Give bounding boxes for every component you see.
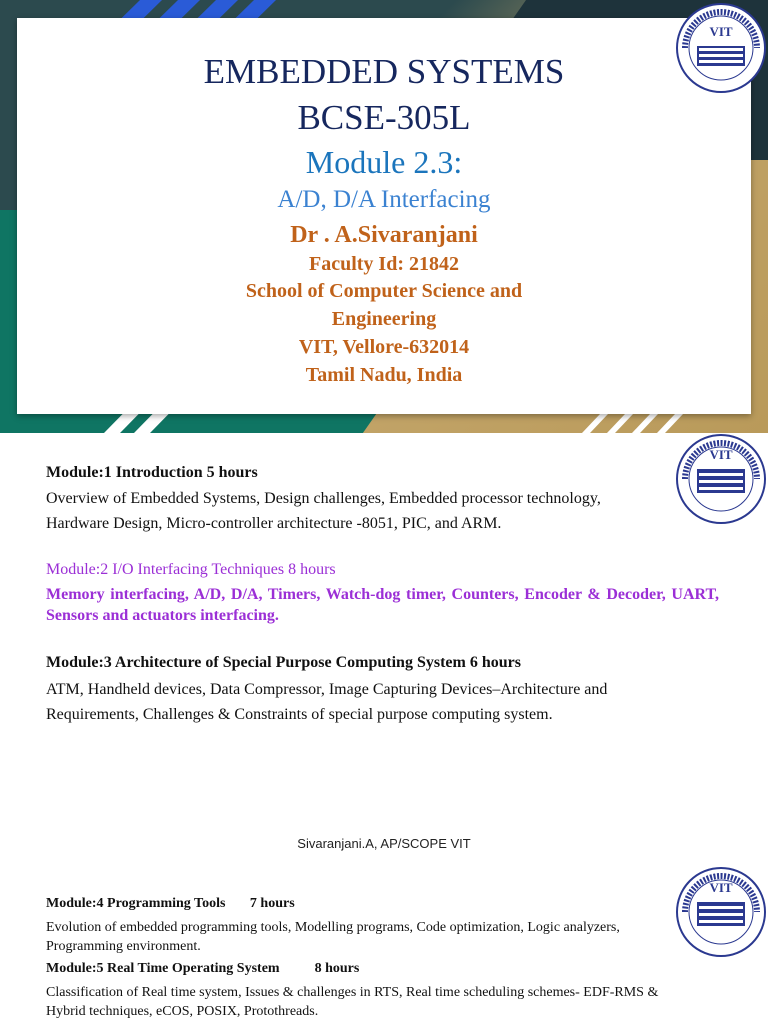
location: VIT, Vellore-632014 <box>298 336 470 358</box>
slide-footer: Sivaranjani.A, AP/SCOPE VIT <box>297 836 471 851</box>
module2-heading: Module:2 I/O Interfacing Techniques 8 hours <box>46 561 336 578</box>
course-title: EMBEDDED SYSTEMS <box>203 52 565 91</box>
vit-logo <box>675 866 767 958</box>
module4-body: Evolution of embedded programming tools, Modelling programs, Code optimization, Logic analyzers, Programming environment. <box>46 920 620 954</box>
course-code: BCSE-305L <box>297 98 471 137</box>
module5-heading: Module:5 Real Time Operating System 8 hours <box>46 961 360 976</box>
module3-line1: ATM, Handheld devices, Data Compressor, Image Capturing Devices–Architecture and <box>46 681 608 698</box>
state-country: Tamil Nadu, India <box>305 364 463 386</box>
school-line-2: Engineering <box>331 308 437 330</box>
title-card <box>17 18 751 414</box>
vit-logo <box>675 2 767 94</box>
school-line-1: School of Computer Science and <box>245 280 523 302</box>
module1-line2: Hardware Design, Micro-controller architecture -8051, PIC, and ARM. <box>46 515 502 532</box>
module3-heading: Module:3 Architecture of Special Purpose Computing System 6 hours <box>46 654 521 671</box>
module-number: Module 2.3: <box>305 144 463 180</box>
syllabus-slide-continued <box>0 858 768 1024</box>
module-topic: A/D, D/A Interfacing <box>277 186 491 213</box>
logo-text: VIT <box>709 447 733 462</box>
module2-body: Memory interfacing, A/D, D/A, Timers, Watch-dog timer, Counters, Encoder & Decoder, UART, Sensors and actuators interfacing. <box>46 586 719 624</box>
title-slide <box>0 0 768 433</box>
syllabus-slide <box>0 433 768 858</box>
module1-line1: Overview of Embedded Systems, Design challenges, Embedded processor technology, <box>46 490 601 507</box>
module3-line2: Requirements, Challenges & Constraints of special purpose computing system. <box>46 706 553 723</box>
logo-text: VIT <box>709 880 733 895</box>
author-name: Dr . A.Sivaranjani <box>290 222 478 248</box>
logo-text: VIT <box>709 24 733 39</box>
module1-heading: Module:1 Introduction 5 hours <box>46 464 258 481</box>
module5-body: Classification of Real time system, Issues & challenges in RTS, Real time scheduling schemes- EDF-RMS & Hybrid techniques, eCOS, POSIX, Protothreads. <box>46 985 659 1019</box>
faculty-id: Faculty Id: 21842 <box>309 253 459 275</box>
module4-heading: Module:4 Programming Tools 7 hours <box>46 896 295 911</box>
